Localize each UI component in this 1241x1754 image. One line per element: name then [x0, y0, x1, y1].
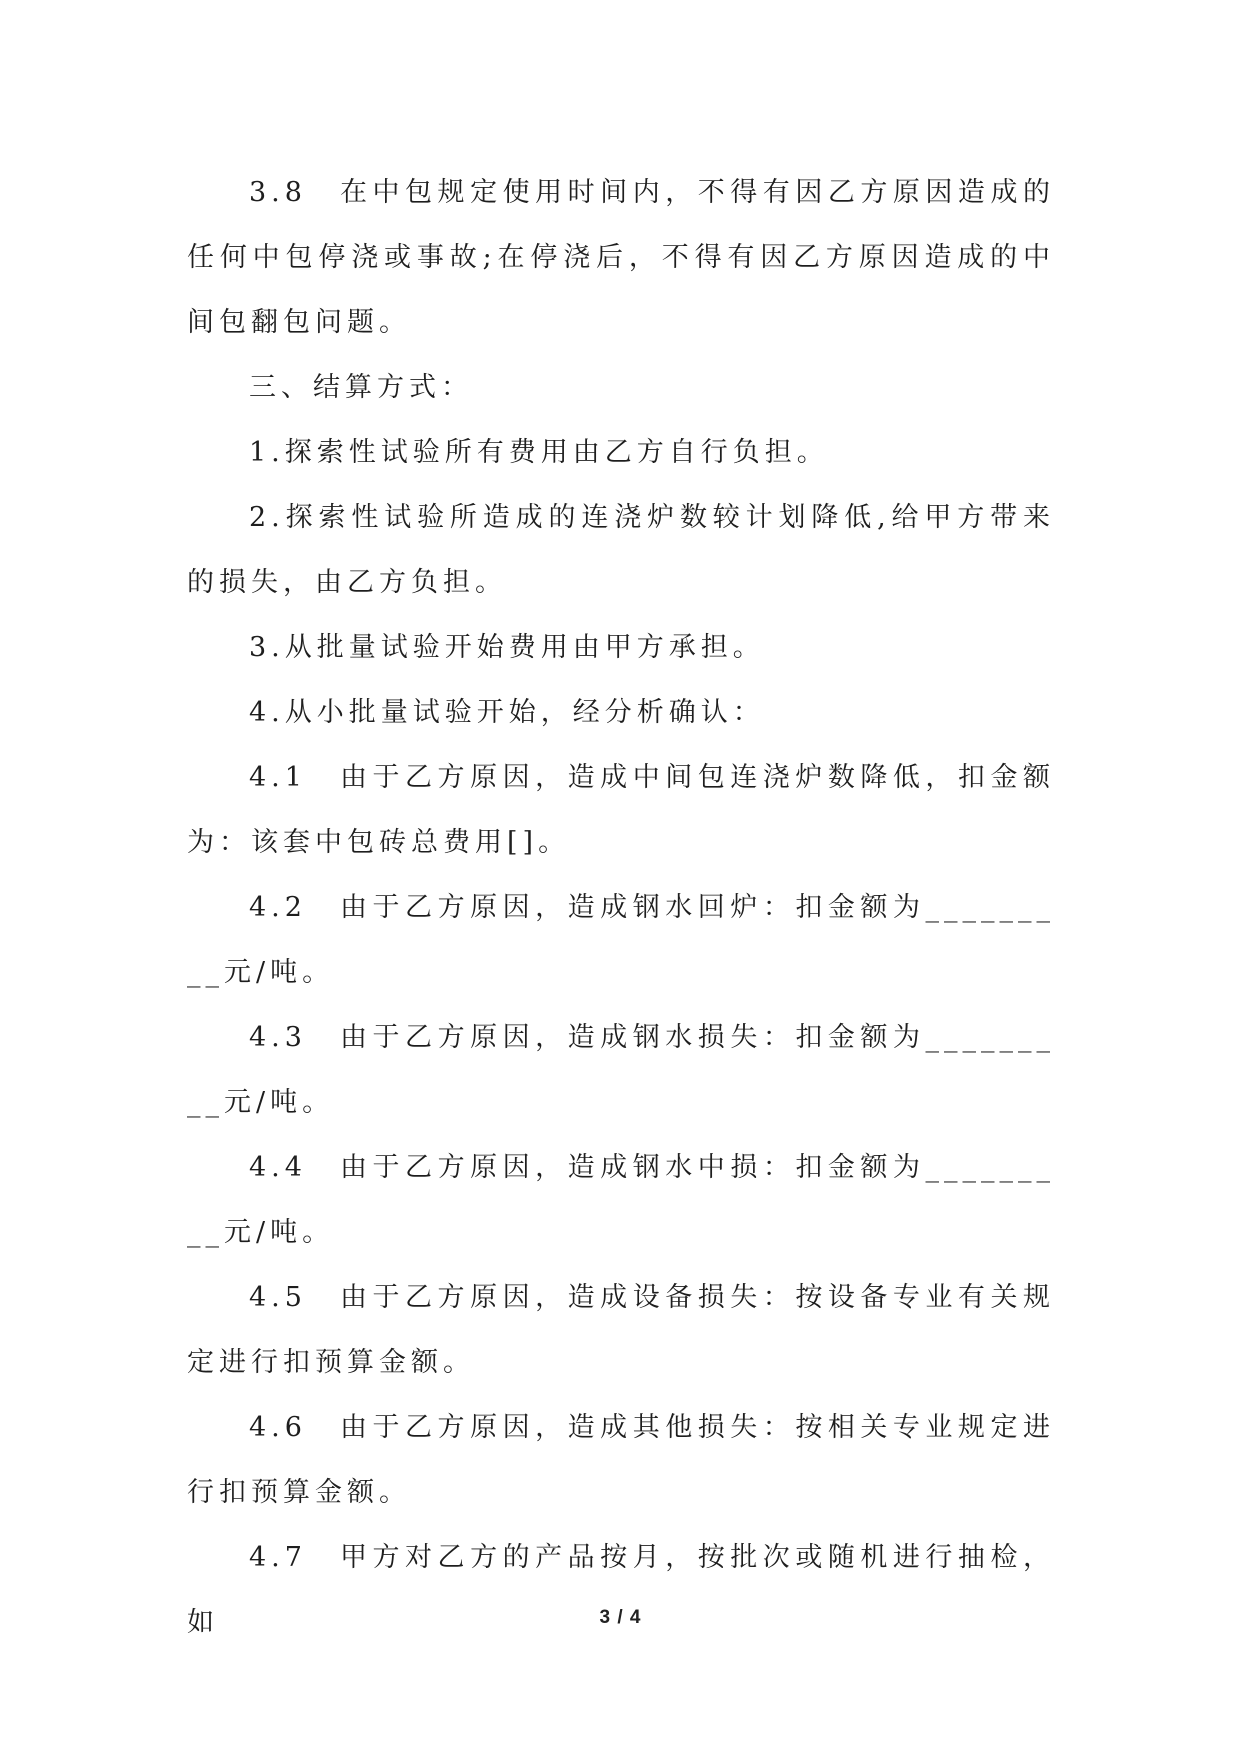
paragraph-1: 1.探索性试验所有费用由乙方自行负担。 [249, 437, 829, 468]
section-heading-settlement: 三、结算方式： [249, 372, 473, 403]
paragraph-4-2: 4.2 由于乙方原因，造成钢水回炉：扣金额为_________元/吨。 [187, 892, 1055, 988]
page-number: 3 / 4 [599, 1607, 642, 1628]
paragraph-4-4: 4.4 由于乙方原因，造成钢水中损：扣金额为_________元/吨。 [187, 1152, 1055, 1248]
paragraph-2: 2.探索性试验所造成的连浇炉数较计划降低,给甲方带来的损失，由乙方负担。 [187, 502, 1055, 598]
paragraph-4-7: 4.7 甲方对乙方的产品按月，按批次或随机进行抽检，如 [187, 1542, 1055, 1638]
paragraph-4-5: 4.5 由于乙方原因，造成设备损失：按设备专业有关规定进行扣预算金额。 [187, 1282, 1055, 1378]
paragraph-3-8: 3.8 在中包规定使用时间内，不得有因乙方原因造成的任何中包停浇或事故;在停浇后，不得有因乙方原因造成的中间包翻包问题。 [187, 177, 1055, 338]
paragraph-4-1: 4.1 由于乙方原因，造成中间包连浇炉数降低，扣金额为：该套中包砖总费用[]。 [187, 762, 1055, 858]
paragraph-4: 4.从小批量试验开始，经分析确认： [249, 697, 765, 728]
paragraph-4-3: 4.3 由于乙方原因，造成钢水损失：扣金额为_________元/吨。 [187, 1022, 1055, 1118]
document-body [187, 160, 1055, 1655]
paragraph-3: 3.从批量试验开始费用由甲方承担。 [249, 632, 765, 663]
paragraph-4-6: 4.6 由于乙方原因，造成其他损失：按相关专业规定进行扣预算金额。 [187, 1412, 1055, 1508]
